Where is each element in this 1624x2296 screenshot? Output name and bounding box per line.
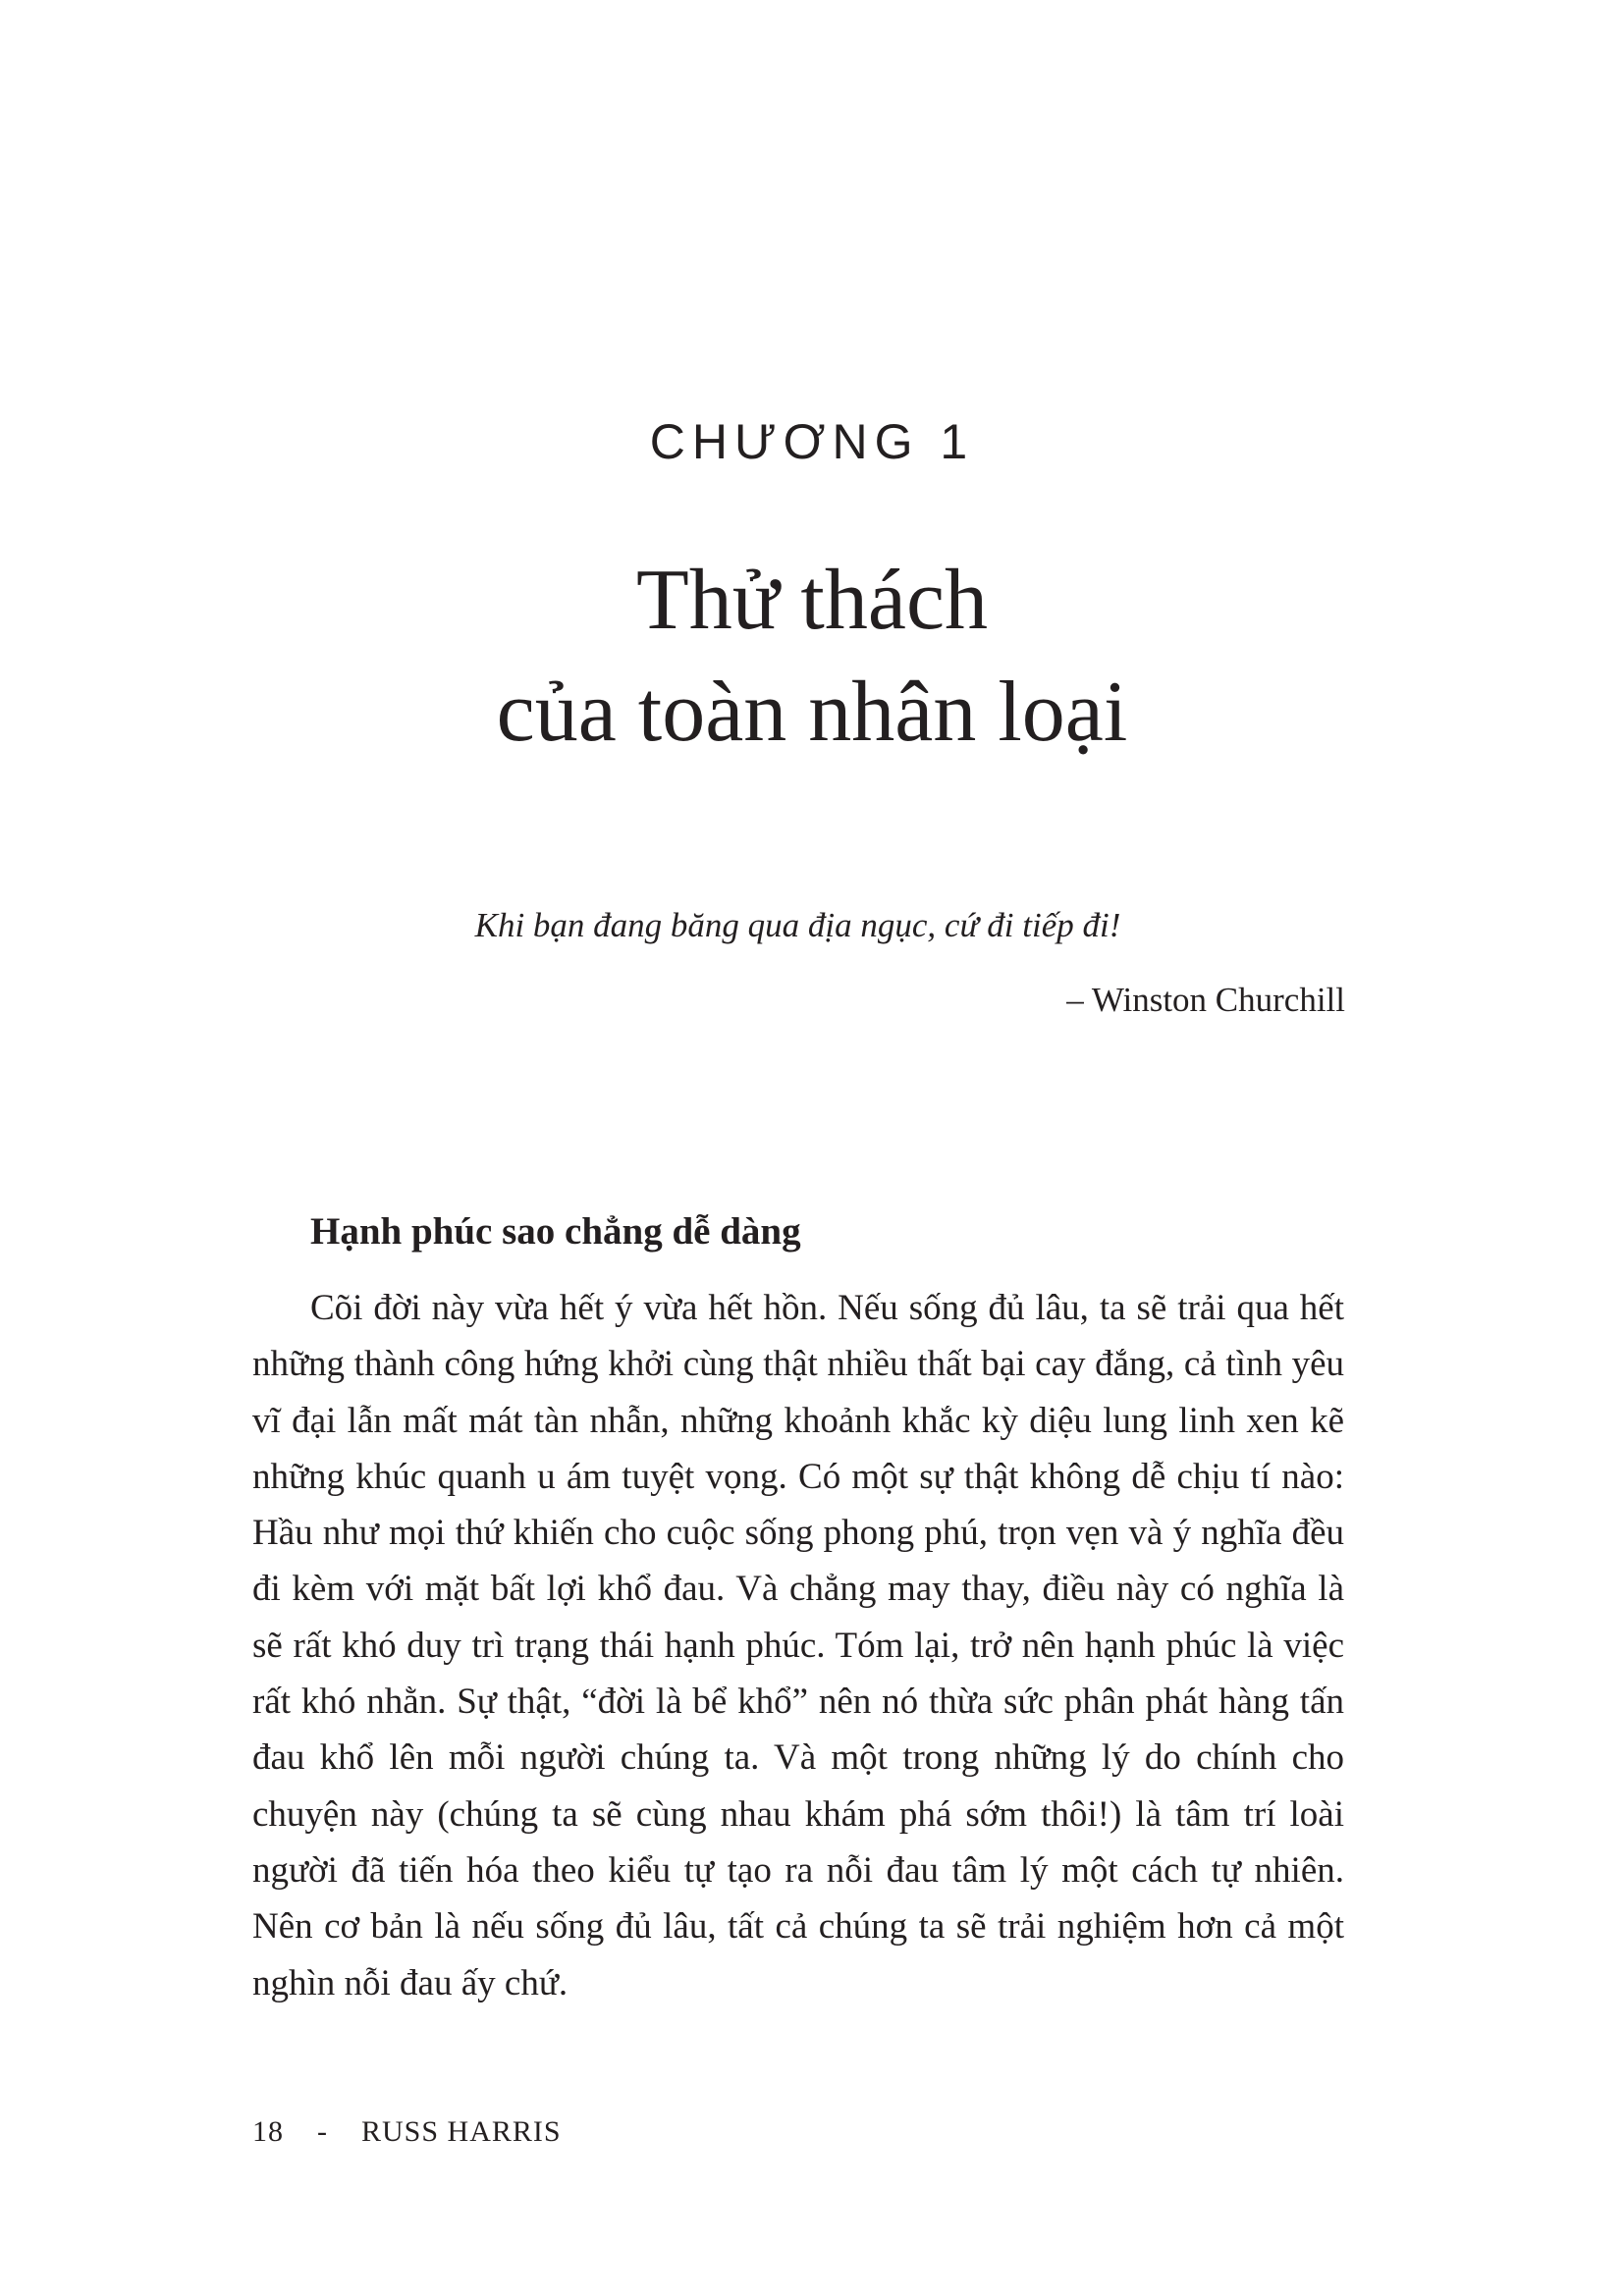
footer-author: RUSS HARRIS — [361, 2115, 562, 2148]
body-paragraph: Cõi đời này vừa hết ý vừa hết hồn. Nếu sống đủ lâu, ta sẽ trải qua hết những thành công hứng khởi cùng thật nhiều thất bại cay đắng, cả tình yêu vĩ đại lẫn mất mát tàn nhẫn, những khoảnh khắc kỳ diệu lung linh xen kẽ những khúc quanh u ám tuyệt vọng. Có một sự thật không dễ chịu tí nào: Hầu như mọi thứ khiến cho cuộc sống phong phú, trọn vẹn và ý nghĩa đều đi kèm với mặt bất lợi khổ đau. Và chẳng may thay, điều này có nghĩa là sẽ rất khó duy trì trạng thái hạnh phúc. Tóm lại, trở nên hạnh phúc là việc rất khó nhằn. Sự thật, “đời là bể khổ” nên nó thừa sức phân phát hàng tấn đau khổ lên mỗi người chúng ta. Và một trong những lý do chính cho chuyện này (chúng ta sẽ cùng nhau khám phá sớm thôi!) là tâm trí loài người đã tiến hóa theo kiểu tự tạo ra nỗi đau tâm lý một cách tự nhiên. Nên cơ bản là nếu sống đủ lâu, tất cả chúng ta sẽ trải nghiệm hơn cả một nghìn nỗi đau ấy chứ. — [252, 1288, 1344, 2003]
page-footer — [252, 2112, 562, 2152]
chapter-label: CHƯƠNG 1 — [649, 414, 975, 469]
epigraph-quote: Khi bạn đang băng qua địa ngục, cứ đi tiếp đi! — [474, 906, 1121, 944]
section-heading: Hạnh phúc sao chẳng dễ dàng — [310, 1210, 801, 1253]
chapter-title-line-2: của toàn nhân loại — [496, 665, 1128, 760]
page-number: 18 — [252, 2115, 284, 2148]
chapter-title-line-1: Thử thách — [635, 553, 988, 648]
footer-separator: - — [317, 2115, 328, 2148]
epigraph — [250, 901, 1345, 1025]
epigraph-attribution: – Winston Churchill — [1066, 981, 1345, 1019]
chapter-title — [0, 545, 1624, 769]
